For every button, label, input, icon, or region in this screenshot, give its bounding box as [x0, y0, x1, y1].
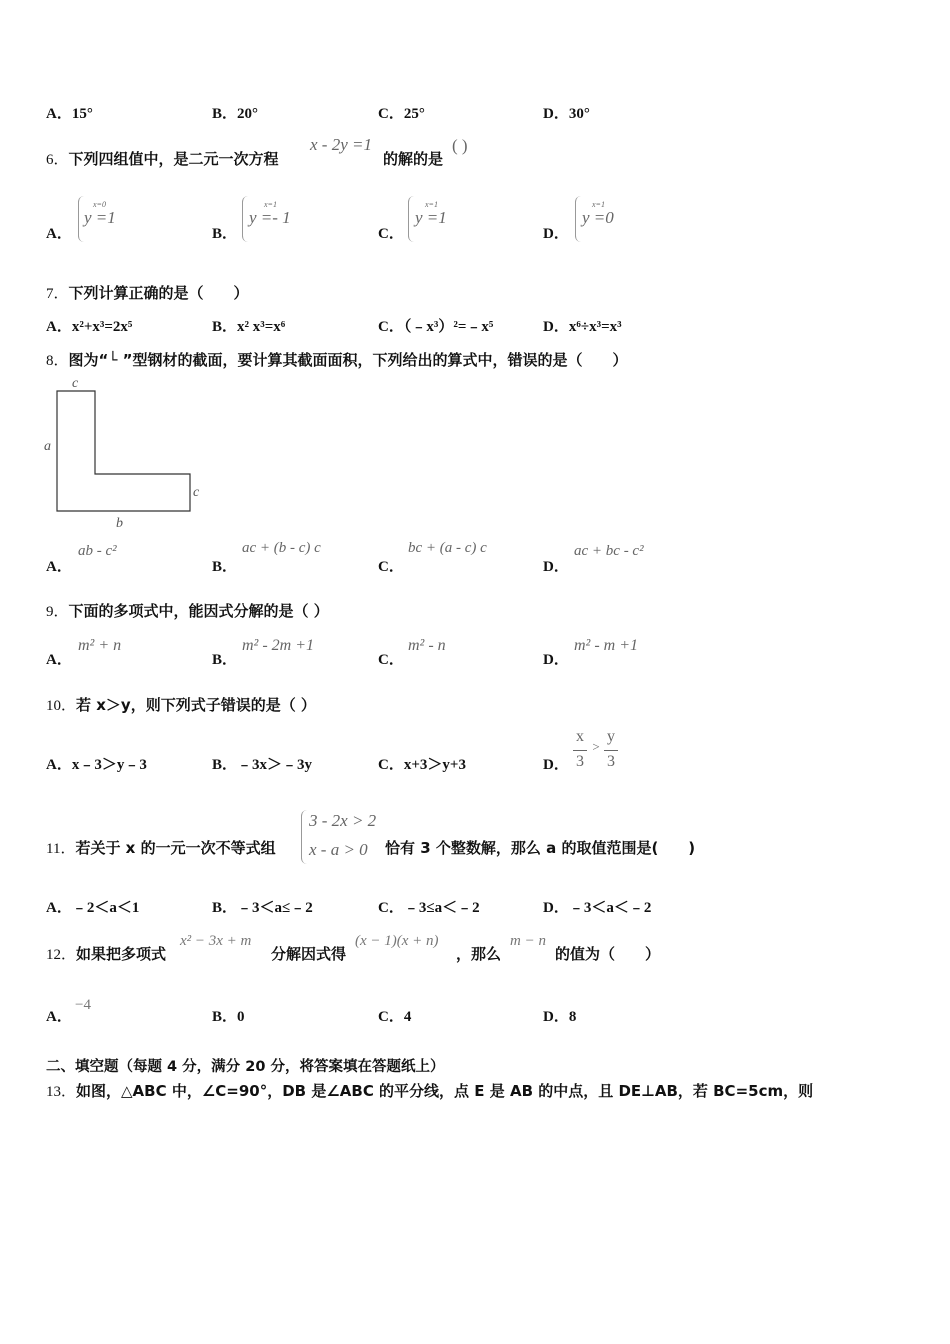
q11-stem-after: 恰有 3 个整数解，那么 a 的取值范围是( ) [385, 839, 696, 857]
q8-option-d-value: ac + bc - c² [574, 543, 644, 559]
q10-d-num2: y [607, 728, 615, 745]
q11-option-c: C．﹣3≤a＜﹣2 [378, 900, 480, 916]
q5-option-c: C．25° [378, 106, 425, 122]
l-shape-outline [57, 391, 190, 511]
q12-option-a-value: −4 [75, 997, 91, 1013]
q12-stem: 12．如果把多项式 [46, 945, 167, 963]
q8-option-a: A． [46, 559, 72, 575]
q8-option-d: D． [543, 559, 569, 575]
q6-option-b-brace [242, 196, 249, 242]
q11-option-b: B．﹣3＜a≤﹣2 [212, 900, 313, 916]
q9-stem: 9．下面的多项式中，能因式分解的是（ ） [46, 602, 329, 620]
q9-option-d-value: m² - m +1 [574, 637, 639, 654]
q12-t2: 分解因式得 [271, 945, 347, 963]
q8-option-a-value: ab - c² [78, 543, 117, 559]
q10-d-line1 [573, 750, 587, 751]
q8-option-b-value: ac + (b - c) c [242, 540, 321, 556]
q10-d-op: > [592, 739, 600, 754]
q8-option-c-value: bc + (a - c) c [408, 540, 487, 556]
q6-option-a-x: x=0 [93, 200, 106, 209]
q6-stem-after: 的解的是 [383, 150, 444, 168]
q6-stem: 6．下列四组值中，是二元一次方程 [46, 150, 279, 168]
q11-brace [301, 810, 308, 864]
q6-option-d: D． [543, 226, 569, 242]
q10-d-line2 [604, 750, 618, 751]
section-2-title: 二、填空题（每题 4 分，满分 20 分，将答案填在答题纸上） [46, 1059, 445, 1075]
q7-option-c: C．（﹣x³）²=﹣x⁵ [378, 319, 494, 335]
q9-option-d: D． [543, 652, 569, 668]
q5-option-b: B．20° [212, 106, 259, 122]
q9-option-a: A． [46, 652, 72, 668]
q8-option-b: B． [212, 559, 238, 575]
q12-expr2: (x − 1)(x + n) [355, 933, 439, 949]
q10-d-den1: 3 [576, 753, 584, 770]
q10-option-d: D． [543, 757, 569, 773]
q6-option-b: B． [212, 226, 238, 242]
q11-option-a: A．﹣2＜a＜1 [46, 900, 140, 916]
q9-option-b: B． [212, 652, 238, 668]
q11-line2: x - a > 0 [309, 840, 368, 859]
q5-option-a: A．15° [46, 106, 93, 122]
q10-stem: 10．若 x＞y，则下列式子错误的是（ ） [46, 696, 316, 714]
q11-line1: 3 - 2x > 2 [309, 811, 377, 830]
q6-option-c-brace [408, 196, 415, 242]
q10-d-den2: 3 [607, 753, 615, 770]
q6-option-b-y: y =- 1 [249, 208, 291, 227]
q6-option-c: C． [378, 226, 404, 242]
label-top-c: c [72, 376, 79, 391]
q12-expr1: x² − 3x + m [180, 933, 252, 949]
q12-option-d: D．8 [543, 1009, 577, 1025]
q6-option-c-y: y =1 [415, 208, 447, 227]
q6-option-d-x: x=1 [592, 200, 605, 209]
label-bottom-b: b [116, 516, 123, 531]
q12-option-b: B．0 [212, 1009, 245, 1025]
q6-equation: x - 2y =1 [310, 135, 372, 154]
q12-option-c: C．4 [378, 1009, 412, 1025]
q6-paren: ( ) [452, 136, 468, 155]
q13-stem: 13．如图，△ABC 中，∠C=90°，DB 是∠ABC 的平分线，点 E 是 AB 的中点，且 DE⊥AB，若 BC=5cm，则 [46, 1082, 814, 1100]
q6-option-c-x: x=1 [425, 200, 438, 209]
q6-option-d-y: y =0 [582, 208, 614, 227]
q11-option-d: D．﹣3＜a＜﹣2 [543, 900, 652, 916]
q10-option-b: B．﹣3x＞﹣3y [212, 757, 313, 773]
q7-option-a: A．x²+x³=2x⁵ [46, 319, 133, 335]
q12-t4: 的值为（ ） [555, 945, 661, 963]
q5-option-d: D．30° [543, 106, 590, 122]
q9-option-b-value: m² - 2m +1 [242, 637, 315, 654]
q7-option-d: D．x⁶÷x³=x³ [543, 319, 622, 335]
q7-stem: 7．下列计算正确的是（ ） [46, 284, 249, 302]
q12-t3: ，那么 [456, 945, 502, 963]
q6-option-a: A． [46, 226, 72, 242]
q6-option-a-y: y =1 [84, 208, 116, 227]
q9-option-c: C． [378, 652, 404, 668]
q12-option-a: A． [46, 1009, 72, 1025]
q12-expr3: m − n [510, 933, 546, 949]
q8-stem: 8．图为“└ ”型钢材的截面，要计算其截面面积，下列给出的算式中，错误的是（ ） [46, 351, 628, 369]
label-right-c: c [193, 485, 200, 500]
q8-option-c: C． [378, 559, 404, 575]
label-left-a: a [44, 439, 51, 454]
q7-option-b: B．x² x³=x⁶ [212, 319, 286, 335]
q6-option-d-brace [575, 196, 582, 242]
q6-option-b-x: x=1 [264, 200, 277, 209]
q9-option-c-value: m² - n [408, 637, 446, 654]
q11-stem: 11．若关于 x 的一元一次不等式组 [46, 839, 276, 857]
l-shape-figure [40, 372, 220, 532]
q10-option-c: C．x+3＞y+3 [378, 757, 466, 773]
q9-option-a-value: m² + n [78, 637, 122, 654]
q10-d-num1: x [576, 728, 584, 745]
q10-option-a: A．x﹣3＞y﹣3 [46, 757, 147, 773]
